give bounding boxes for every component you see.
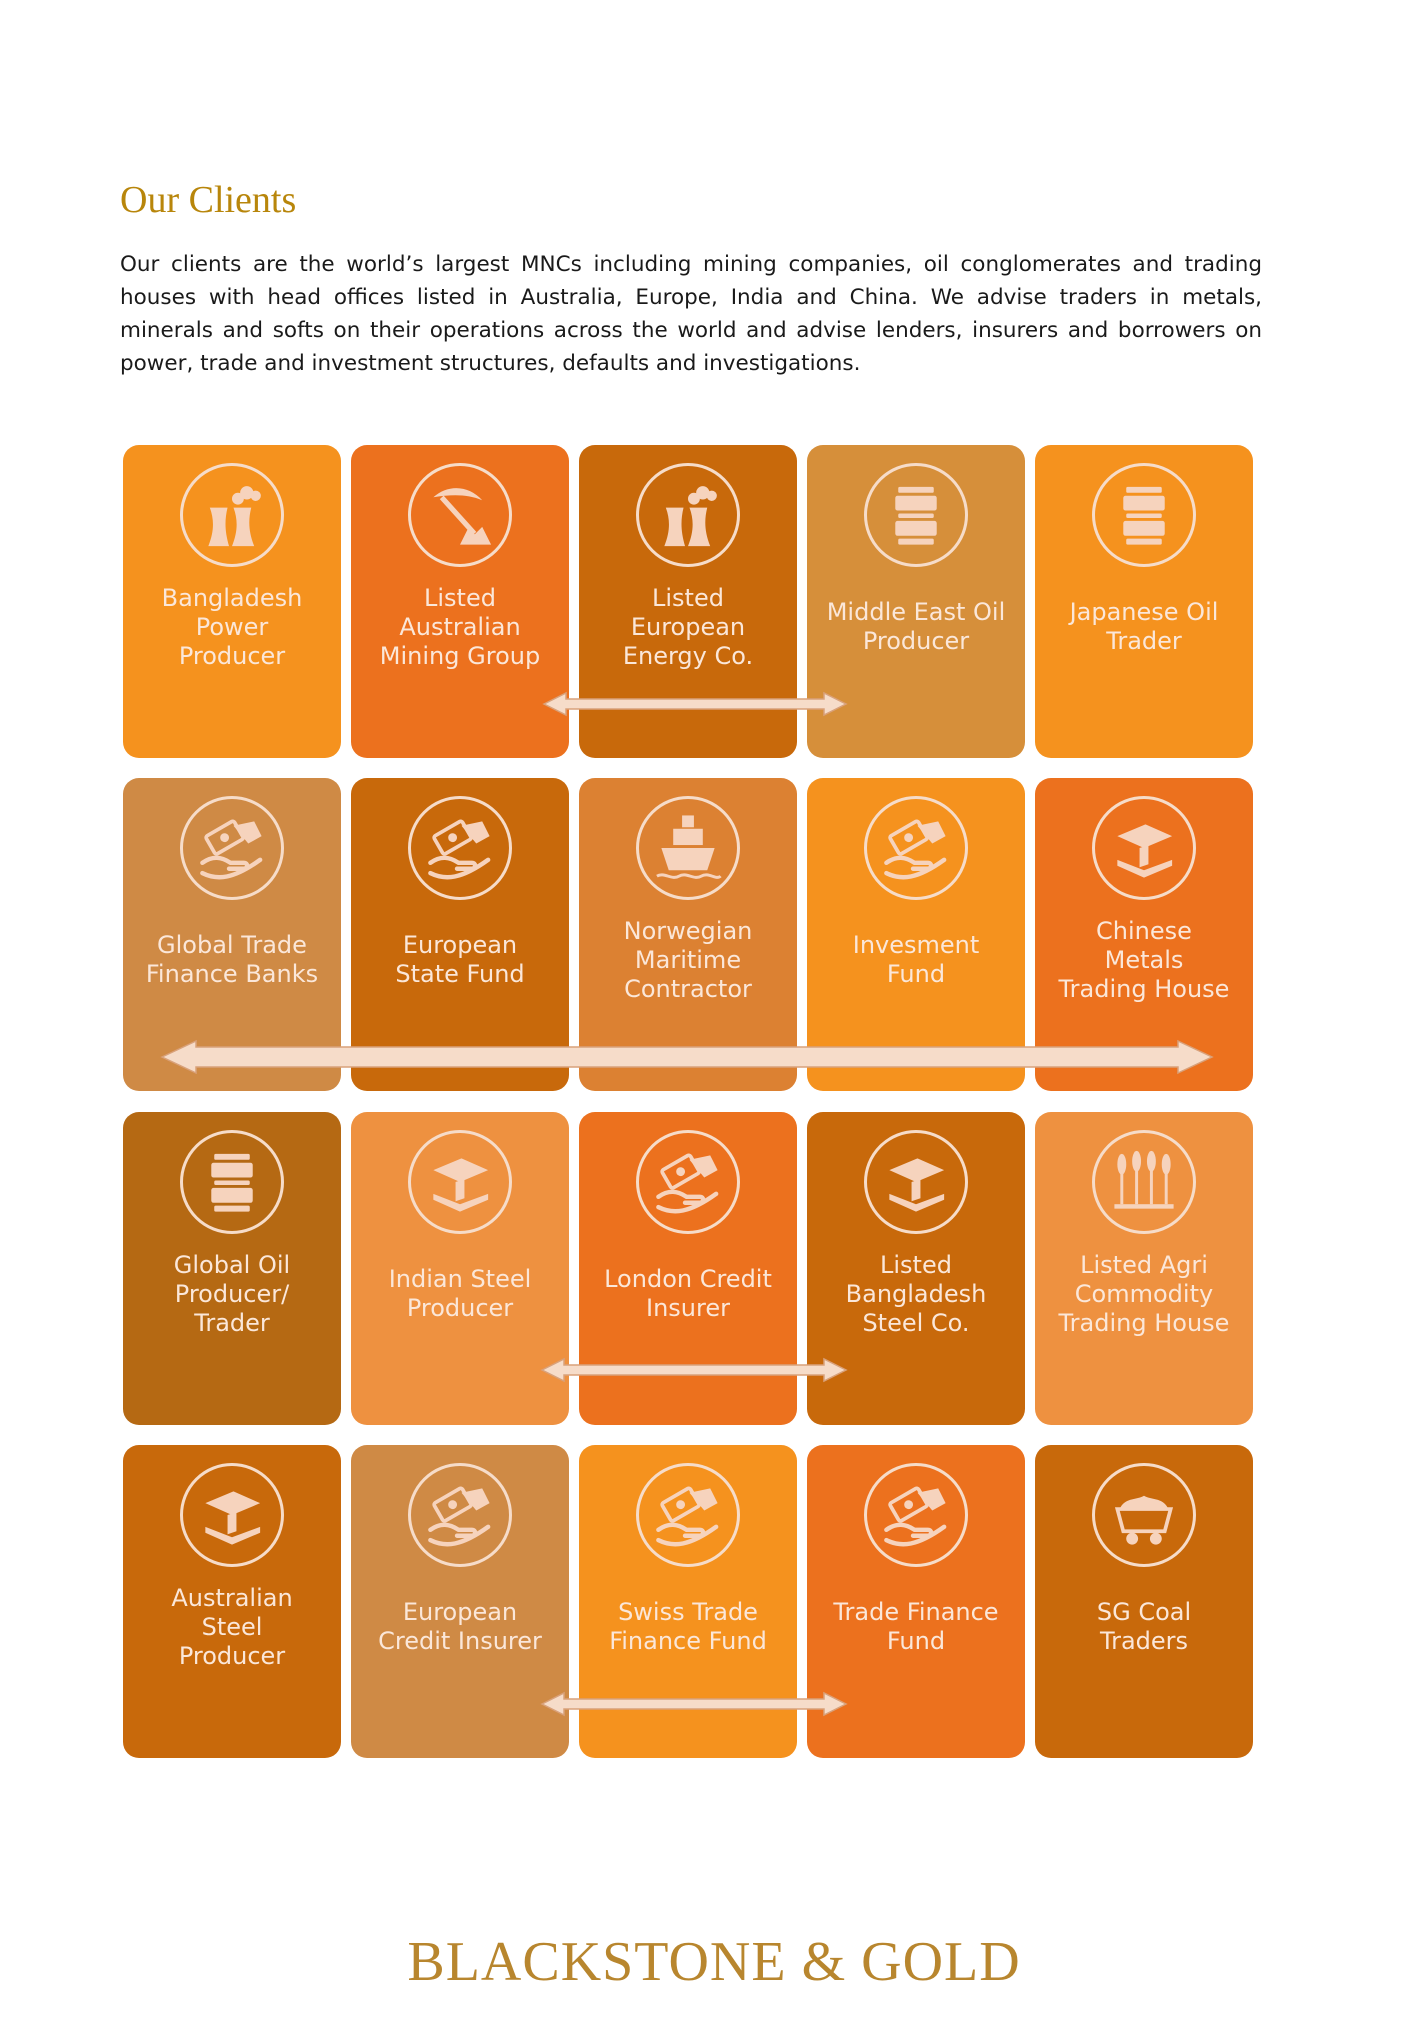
intro-paragraph: Our clients are the world’s largest MNCs including mining companies, oil conglomerates and trading houses with head offices listed in Australia, Europe, India and China. We advise traders in metals, minerals and softs on their operations across the world and advise lenders, insurers and borrowers on power, trade and investment structures, defaults and investigations. — [120, 252, 1262, 376]
client-label: London Credit Insurer — [604, 1265, 772, 1322]
client-label: Swiss Trade Finance Fund — [609, 1598, 767, 1655]
client-tile — [351, 1445, 569, 1758]
client-tile — [807, 1445, 1025, 1758]
client-tile — [1035, 1112, 1253, 1425]
money-hand-icon — [408, 1463, 512, 1567]
steel-beam-icon — [1092, 796, 1196, 900]
page-title: Our Clients — [120, 179, 297, 221]
client-tile — [807, 778, 1025, 1091]
steel-beam-icon — [864, 1130, 968, 1234]
client-tile — [579, 778, 797, 1091]
client-label: Japanese Oil Trader — [1069, 598, 1219, 655]
client-label: Norwegian Maritime Contractor — [623, 916, 753, 1003]
money-hand-icon — [636, 1130, 740, 1234]
client-tile — [123, 1445, 341, 1758]
money-hand-icon — [636, 1463, 740, 1567]
client-label: Middle East Oil Producer — [826, 598, 1006, 655]
client-tile — [1035, 445, 1253, 758]
client-tile — [1035, 778, 1253, 1091]
client-tile — [807, 1112, 1025, 1425]
client-label: Global Oil Producer/ Trader — [173, 1250, 291, 1337]
client-label: European State Fund — [395, 931, 525, 988]
money-hand-icon — [864, 796, 968, 900]
client-tile — [123, 778, 341, 1091]
oil-barrel-icon — [864, 463, 968, 567]
client-label: Listed European Energy Co. — [622, 583, 754, 670]
steel-beam-icon — [180, 1463, 284, 1567]
wheat-icon — [1092, 1130, 1196, 1234]
steel-beam-icon — [408, 1130, 512, 1234]
ship-icon — [636, 796, 740, 900]
client-label: Australian Steel Producer — [171, 1583, 293, 1670]
client-label: Indian Steel Producer — [388, 1265, 532, 1322]
money-hand-icon — [408, 796, 512, 900]
money-hand-icon — [180, 796, 284, 900]
client-tile — [351, 445, 569, 758]
client-label: Listed Agri Commodity Trading House — [1058, 1250, 1230, 1337]
coal-cart-icon — [1092, 1463, 1196, 1567]
client-tile — [807, 445, 1025, 758]
client-label: Invesment Fund — [852, 931, 980, 988]
client-tile — [351, 778, 569, 1091]
oil-barrel-icon — [180, 1130, 284, 1234]
client-tile — [123, 1112, 341, 1425]
client-label: Chinese Metals Trading House — [1058, 916, 1230, 1003]
power-plant-icon — [180, 463, 284, 567]
client-label: European Credit Insurer — [378, 1598, 542, 1655]
money-hand-icon — [864, 1463, 968, 1567]
client-tile — [579, 1445, 797, 1758]
client-label: Global Trade Finance Banks — [145, 931, 319, 988]
mining-pickaxe-icon — [408, 463, 512, 567]
client-tile — [1035, 1445, 1253, 1758]
client-tile — [351, 1112, 569, 1425]
client-label: Listed Australian Mining Group — [379, 583, 541, 670]
client-label: SG Coal Traders — [1096, 1598, 1192, 1655]
client-tile — [579, 445, 797, 758]
client-label: Listed Bangladesh Steel Co. — [845, 1250, 987, 1337]
oil-barrel-icon — [1092, 463, 1196, 567]
brand-wordmark: BLACKSTONE & GOLD — [407, 1931, 1021, 1993]
client-tile — [123, 445, 341, 758]
client-label: Trade Finance Fund — [833, 1598, 999, 1655]
client-tile — [579, 1112, 797, 1425]
power-plant-icon — [636, 463, 740, 567]
client-label: Bangladesh Power Producer — [161, 583, 303, 670]
